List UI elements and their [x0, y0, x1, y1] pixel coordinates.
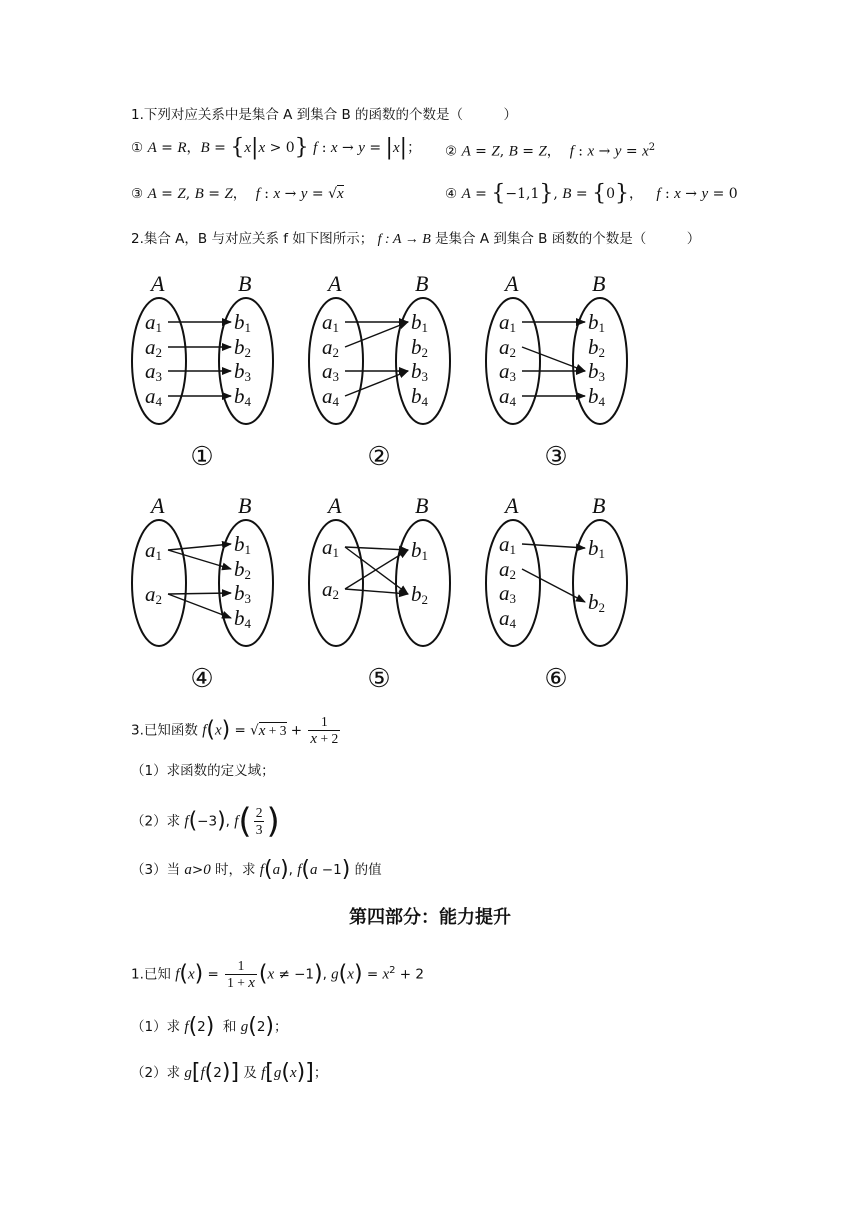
p1-part-2: （2）求 g[f(2)] 及 f[g(x)]； [131, 1060, 328, 1085]
element-a1: a1 [145, 538, 162, 563]
element-a4: a4 [499, 384, 516, 409]
element-a2: a2 [322, 335, 339, 360]
element-a2: a2 [499, 335, 516, 360]
q1-item-1: ① A = R，B = {x|x > 0} f : x → y = |x|； [131, 135, 422, 160]
diagram-label: ⑥ [544, 664, 568, 693]
element-b4: b4 [234, 606, 251, 631]
element-b1: b1 [234, 532, 251, 557]
mapping-arrow [522, 569, 585, 602]
q1-stem: 1.下列对应关系中是集合 A 到集合 B 的函数的个数是（ ） [131, 107, 518, 123]
mapping-arrow [168, 593, 231, 594]
set-a-label: A [505, 493, 519, 518]
mapping-arrow [345, 550, 408, 589]
diagram-label: ③ [544, 442, 568, 471]
mapping-diagrams [0, 260, 860, 700]
element-a2: a2 [145, 335, 162, 360]
element-b4: b4 [234, 384, 251, 409]
element-a1: a1 [499, 532, 516, 557]
mapping-arrow [345, 589, 408, 594]
set-a-label: A [151, 493, 165, 518]
p1-part-1: （1）求 f(2) 和 g(2)； [131, 1014, 288, 1039]
set-b-label: B [592, 271, 606, 296]
element-b2: b2 [234, 335, 251, 360]
q2-stem: 2.集合 A，B 与对应关系 f 如下图所示； f : A → B 是集合 A 到集合 B 函数的个数是（ ） [131, 231, 701, 247]
set-a-ellipse [132, 520, 186, 646]
element-a1: a1 [145, 310, 162, 335]
element-b2: b2 [588, 335, 605, 360]
diagram-label: ② [367, 442, 391, 471]
q3-part-1: （1）求函数的定义域； [131, 763, 275, 779]
set-b-label: B [592, 493, 606, 518]
section-title: 第四部分：能力提升 [349, 907, 511, 928]
q1-item-3: ③ A = Z, B = Z， f : x → y = √x [131, 186, 344, 202]
element-a4: a4 [145, 384, 162, 409]
element-a2: a2 [145, 582, 162, 607]
q3-part-2: （2）求 f(−3), f( $\frac{2}{3}$ ) [131, 801, 280, 842]
element-a3: a3 [499, 359, 516, 384]
set-b-label: B [415, 493, 429, 518]
element-a3: a3 [322, 359, 339, 384]
element-b2: b2 [588, 590, 605, 615]
set-b-label: B [415, 271, 429, 296]
set-b-label: B [238, 493, 252, 518]
mapping-arrow [522, 347, 585, 371]
mapping-arrow [522, 544, 585, 548]
set-b-ellipse [573, 520, 627, 646]
diagram-label: ④ [190, 664, 214, 693]
set-a-label: A [505, 271, 519, 296]
element-a3: a3 [499, 581, 516, 606]
element-b2: b2 [411, 582, 428, 607]
element-b1: b1 [588, 536, 605, 561]
element-b1: b1 [234, 310, 251, 335]
p1-stem: 1.已知 f(x) = $\frac{1}{1 + x}$ (x ≠ −1), $g(x) = x^2 + 2$ [131, 958, 424, 991]
set-b-label: B [238, 271, 252, 296]
element-a2: a2 [322, 577, 339, 602]
element-a2: a2 [499, 557, 516, 582]
element-b4: b4 [588, 384, 605, 409]
element-b1: b1 [411, 310, 428, 335]
set-a-label: A [328, 271, 342, 296]
element-b1: b1 [588, 310, 605, 335]
q1-item-4: ④ A = {−1,1}, B = {0}， f : x → y = 0 [445, 181, 738, 206]
q1-item-2: ② A = Z, B = Z， f : $x \to y = x^2$ [445, 142, 656, 160]
mapping-arrow [168, 544, 231, 550]
element-a4: a4 [499, 606, 516, 631]
element-b2: b2 [411, 335, 428, 360]
element-a1: a1 [322, 310, 339, 335]
element-b3: b3 [234, 359, 251, 384]
element-a1: a1 [499, 310, 516, 335]
element-b3: b3 [234, 581, 251, 606]
element-a3: a3 [145, 359, 162, 384]
mapping-arrow [345, 547, 408, 550]
set-a-label: A [151, 271, 165, 296]
diagram-label: ① [190, 442, 214, 471]
q3-stem: 3.已知函数 f(x) = √x + 3 + $\frac{1}{x + 2}$ [131, 714, 339, 747]
element-b1: b1 [411, 538, 428, 563]
element-b4: b4 [411, 384, 428, 409]
element-a1: a1 [322, 535, 339, 560]
set-b-ellipse [396, 520, 450, 646]
set-a-label: A [328, 493, 342, 518]
diagram-label: ⑤ [367, 664, 391, 693]
element-b3: b3 [588, 359, 605, 384]
element-a4: a4 [322, 384, 339, 409]
element-b3: b3 [411, 359, 428, 384]
element-b2: b2 [234, 557, 251, 582]
q3-part-3: （3）当 a>0 时，求 f(a), f(a −1) 的值 [131, 857, 382, 882]
